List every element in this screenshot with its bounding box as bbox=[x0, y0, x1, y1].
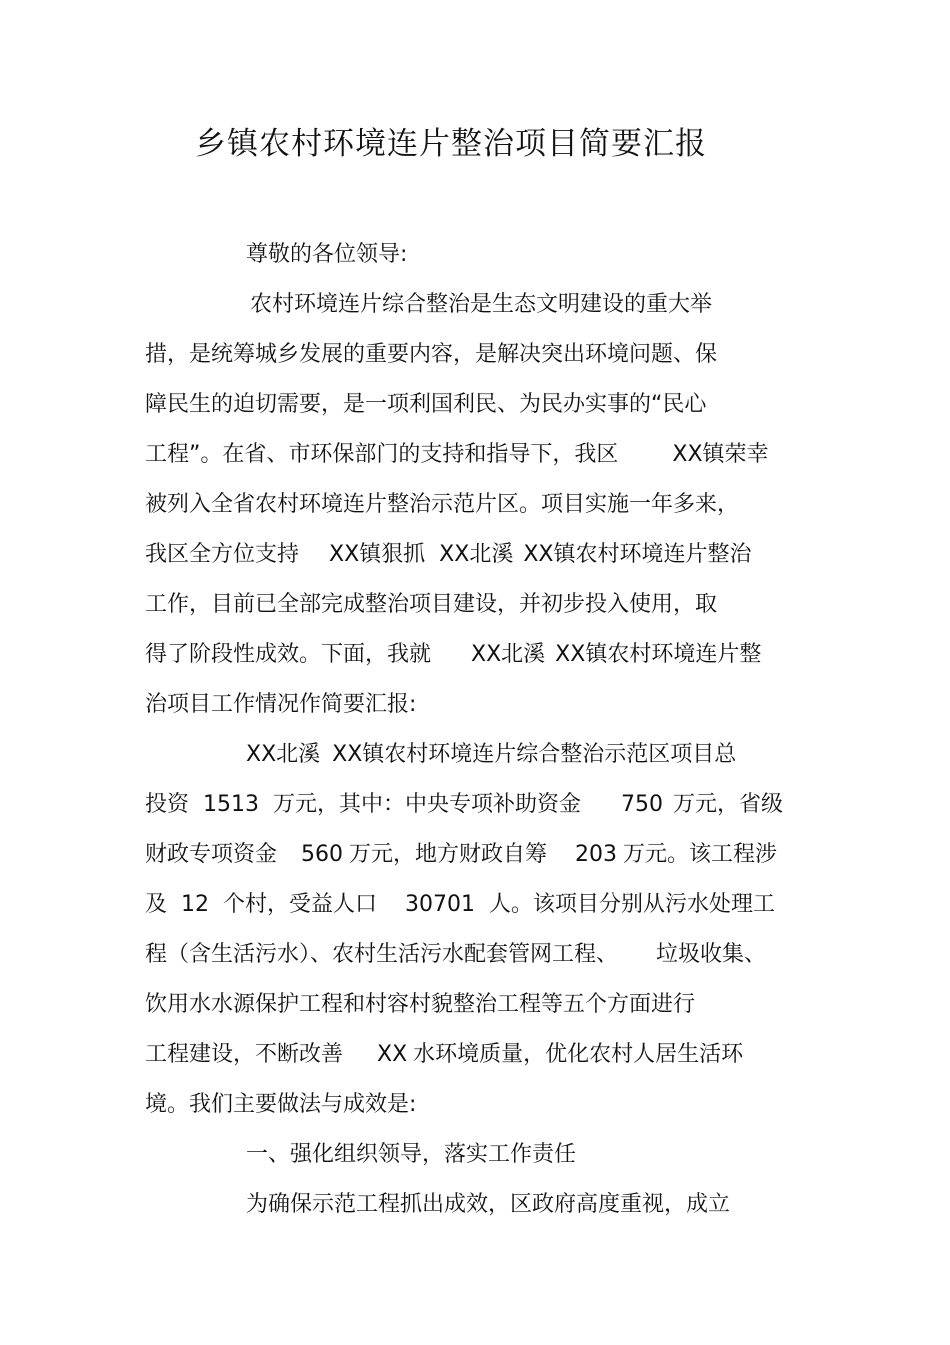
body-line: 投资 1513 万元，其中：中央专项补助资金 750 万元，省级 bbox=[145, 792, 784, 817]
body-line: 我区全方位支持 XX镇狠抓 XX北溪 XX镇农村环境连片整治 bbox=[145, 542, 752, 567]
body-line: 措，是统筹城乡发展的重要内容，是解决突出环境问题、保 bbox=[145, 342, 718, 367]
body-line: XX北溪 XX镇农村环境连片综合整治示范区项目总 bbox=[246, 742, 737, 767]
body-line: 得了阶段性成效。下面，我就 XX北溪 XX镇农村环境连片整 bbox=[145, 642, 762, 667]
body-line: 工程”。在省、市环保部门的支持和指导下，我区 XX镇荣幸 bbox=[145, 442, 769, 467]
body-line: 治项目工作情况作简要汇报: bbox=[145, 692, 417, 717]
salutation: 尊敬的各位领导: bbox=[246, 242, 408, 267]
body-line: 工程建设，不断改善 XX 水环境质量，优化农村人居生活环 bbox=[145, 1042, 744, 1067]
body-line: 农村环境连片综合整治是生态文明建设的重大举 bbox=[250, 292, 713, 317]
section-heading: 一、强化组织领导，落实工作责任 bbox=[246, 1142, 577, 1167]
body-line: 工作，目前已全部完成整治项目建设，并初步投入使用，取 bbox=[145, 592, 718, 617]
body-line: 财政专项资金 560 万元，地方财政自筹 203 万元。该工程涉 bbox=[145, 842, 778, 867]
body-line: 境。我们主要做法与成效是: bbox=[145, 1092, 417, 1117]
body-line: 及 12 个村，受益人口 30701 人。该项目分别从污水处理工 bbox=[145, 892, 776, 917]
body-line: 为确保示范工程抓出成效，区政府高度重视，成立 bbox=[246, 1192, 731, 1217]
body-line: 被列入全省农村环境连片整治示范片区。项目实施一年多来， bbox=[145, 492, 740, 517]
body-line: 程（含生活污水）、农村生活污水配套管网工程、 垃圾收集、 bbox=[145, 942, 767, 967]
body-line: 饮用水水源保护工程和村容村貌整治工程等五个方面进行 bbox=[145, 992, 696, 1017]
document-title: 乡镇农村环境连片整治项目简要汇报 bbox=[195, 126, 707, 162]
body-line: 障民生的迫切需要，是一项利国利民、为民办实事的“民心 bbox=[145, 392, 707, 417]
